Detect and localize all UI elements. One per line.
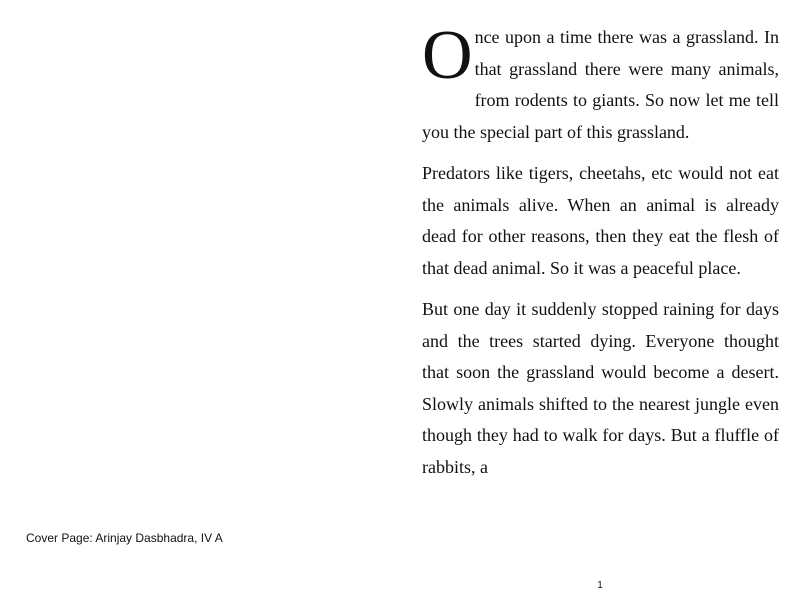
page-number: 1 — [597, 580, 603, 591]
story-paragraph-3: But one day it suddenly stopped raining for days and the trees started dying. Everyone thought that soon the grassland would become a desert. Slowly animals shifted to the nearest jungle even though they had to walk for days. But a fluffle of rabbits, a — [422, 299, 779, 477]
paragraph-1-text: nce upon a time there was a grassland. In that grassland there were many animals, from rodents to giants. So now let me tell you the special part of this grassland. — [422, 27, 779, 142]
story-paragraph-2: Predators like tigers, cheetahs, etc would not eat the animals alive. When an animal is already dead for other reasons, then they eat the flesh of that dead animal. So it was a peaceful place. — [422, 163, 779, 278]
cover-credit: Cover Page: Arinjay Dasbhadra, IV A — [26, 531, 223, 545]
drop-cap: O — [422, 17, 473, 94]
story-paragraph-1 — [422, 17, 779, 148]
right-page — [422, 17, 779, 493]
